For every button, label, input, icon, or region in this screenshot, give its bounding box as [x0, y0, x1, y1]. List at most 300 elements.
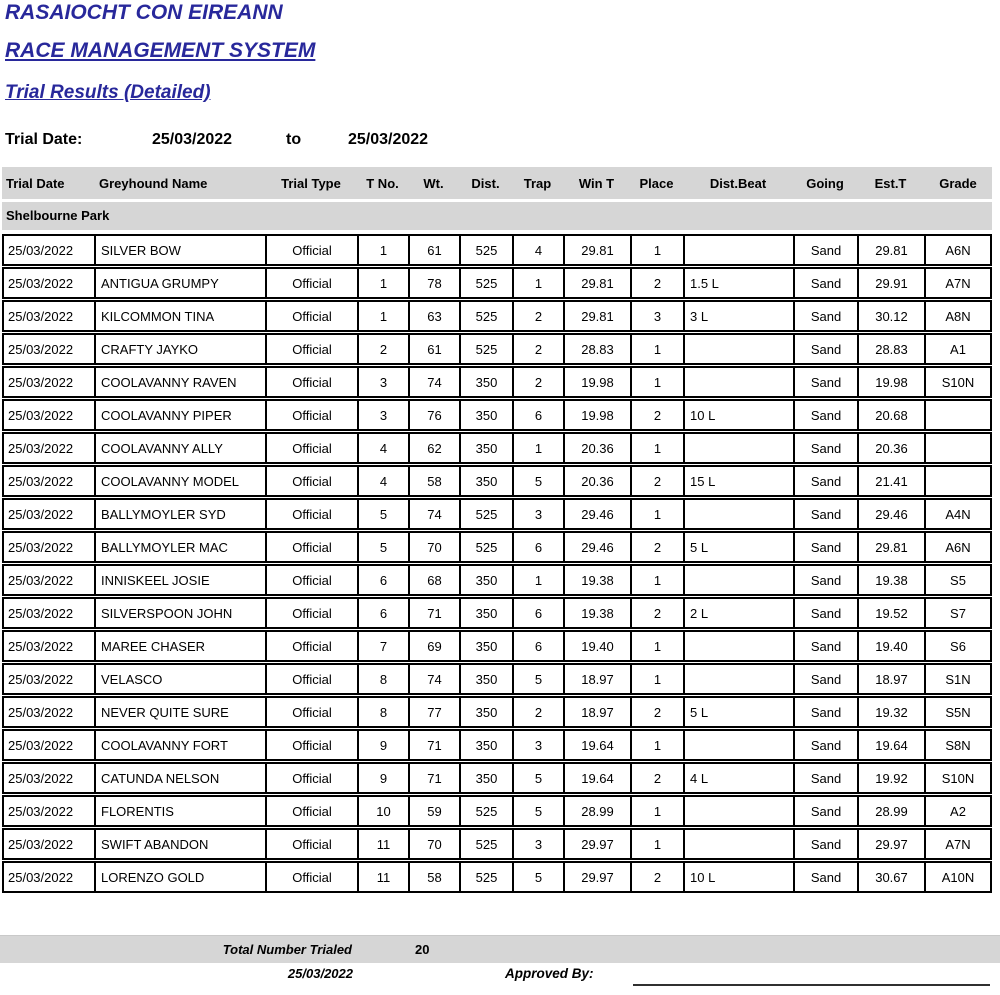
cell-going: Sand: [795, 863, 859, 891]
cell-going: Sand: [795, 731, 859, 759]
cell-grade: [926, 401, 990, 429]
cell-estt: 19.92: [859, 764, 926, 792]
cell-place: 2: [632, 698, 685, 726]
footer-date: 25/03/2022: [287, 966, 353, 981]
cell-place: 1: [632, 566, 685, 594]
cell-grade: [926, 467, 990, 495]
cell-type: Official: [267, 500, 359, 528]
cell-beat: 10 L: [685, 401, 795, 429]
cell-place: 1: [632, 500, 685, 528]
cell-trial_date: 25/03/2022: [4, 764, 96, 792]
cell-going: Sand: [795, 236, 859, 264]
cell-dist: 525: [461, 500, 514, 528]
cell-dist: 350: [461, 764, 514, 792]
cell-trial_date: 25/03/2022: [4, 368, 96, 396]
table-row: [2, 597, 992, 629]
cell-place: 1: [632, 830, 685, 858]
cell-name: COOLAVANNY ALLY: [96, 434, 267, 462]
cell-tno: 2: [359, 335, 410, 363]
cell-trap: 3: [514, 830, 565, 858]
cell-grade: A10N: [941, 869, 975, 885]
column-header-grade: Grade: [939, 175, 977, 191]
cell-dist: 350: [461, 665, 514, 693]
cell-estt: 30.12: [859, 302, 926, 330]
cell-name: ANTIGUA GRUMPY: [96, 269, 267, 297]
cell-type: Official: [267, 731, 359, 759]
column-header-name: Greyhound Name: [99, 175, 208, 191]
cell-dist: 350: [461, 599, 514, 627]
cell-dist: 525: [461, 269, 514, 297]
cell-name: INNISKEEL JOSIE: [96, 566, 267, 594]
cell-wint: 19.38: [565, 566, 632, 594]
cell-trap: 2: [514, 368, 565, 396]
cell-type: Official: [267, 665, 359, 693]
cell-place: 2: [632, 269, 685, 297]
cell-wt: 61: [410, 236, 461, 264]
column-header-dist: Dist.: [471, 175, 500, 191]
column-header-trial_date: Trial Date: [6, 175, 65, 191]
cell-trap: 4: [514, 236, 565, 264]
cell-wt: 71: [410, 731, 461, 759]
cell-trap: 1: [514, 434, 565, 462]
cell-type: Official: [267, 632, 359, 660]
cell-tno: 1: [359, 269, 410, 297]
cell-trap: 5: [514, 665, 565, 693]
cell-name: BALLYMOYLER SYD: [96, 500, 267, 528]
cell-going: Sand: [795, 764, 859, 792]
cell-tno: 8: [359, 665, 410, 693]
cell-name: COOLAVANNY MODEL: [96, 467, 267, 495]
cell-grade: A8N: [945, 308, 971, 324]
cell-trap: 1: [514, 269, 565, 297]
cell-name: VELASCO: [96, 665, 267, 693]
cell-type: Official: [267, 467, 359, 495]
cell-trial_date: 25/03/2022: [4, 797, 96, 825]
cell-going: Sand: [795, 269, 859, 297]
cell-tno: 8: [359, 698, 410, 726]
cell-wint: 29.97: [565, 863, 632, 891]
cell-trap: 6: [514, 599, 565, 627]
cell-trap: 6: [514, 401, 565, 429]
cell-estt: 19.64: [859, 731, 926, 759]
cell-wint: 18.97: [565, 698, 632, 726]
cell-wt: 58: [410, 863, 461, 891]
cell-name: SILVERSPOON JOHN: [96, 599, 267, 627]
table-row: [2, 564, 992, 596]
cell-going: Sand: [795, 533, 859, 561]
cell-type: Official: [267, 368, 359, 396]
cell-place: 2: [632, 467, 685, 495]
cell-tno: 9: [359, 764, 410, 792]
column-header-estt: Est.T: [874, 175, 907, 191]
cell-estt: 20.68: [859, 401, 926, 429]
cell-beat: [685, 797, 795, 825]
cell-place: 2: [632, 533, 685, 561]
cell-wt: 68: [410, 566, 461, 594]
cell-tno: 1: [359, 236, 410, 264]
cell-estt: 19.32: [859, 698, 926, 726]
cell-beat: 5 L: [685, 698, 795, 726]
table-row: [2, 399, 992, 431]
cell-dist: 350: [461, 698, 514, 726]
cell-type: Official: [267, 797, 359, 825]
cell-dist: 525: [461, 236, 514, 264]
cell-wt: 74: [410, 500, 461, 528]
cell-trap: 5: [514, 797, 565, 825]
cell-dist: 350: [461, 368, 514, 396]
cell-trial_date: 25/03/2022: [4, 830, 96, 858]
cell-place: 1: [632, 368, 685, 396]
cell-estt: 29.97: [859, 830, 926, 858]
cell-estt: 30.67: [859, 863, 926, 891]
cell-name: BALLYMOYLER MAC: [96, 533, 267, 561]
cell-place: 2: [632, 599, 685, 627]
cell-trial_date: 25/03/2022: [4, 236, 96, 264]
cell-wint: 29.81: [565, 302, 632, 330]
cell-tno: 6: [359, 566, 410, 594]
cell-beat: [685, 632, 795, 660]
cell-trap: 6: [514, 533, 565, 561]
cell-estt: 18.97: [859, 665, 926, 693]
table-row: [2, 498, 992, 530]
report-title: Trial Results (Detailed): [5, 82, 211, 103]
table-row: [2, 795, 992, 827]
cell-trial_date: 25/03/2022: [4, 434, 96, 462]
table-row: [2, 432, 992, 464]
table-row: [2, 696, 992, 728]
cell-trap: 3: [514, 731, 565, 759]
column-header-type: Trial Type: [281, 175, 341, 191]
column-header-beat: Dist.Beat: [709, 175, 767, 191]
cell-tno: 4: [359, 467, 410, 495]
cell-going: Sand: [795, 830, 859, 858]
cell-tno: 3: [359, 368, 410, 396]
cell-wint: 29.46: [565, 500, 632, 528]
cell-tno: 11: [359, 863, 410, 891]
cell-beat: [685, 665, 795, 693]
trial-date-from: 25/03/2022: [152, 131, 233, 148]
cell-trial_date: 25/03/2022: [4, 698, 96, 726]
cell-wint: 29.46: [565, 533, 632, 561]
cell-wint: 29.97: [565, 830, 632, 858]
table-row: [2, 267, 992, 299]
cell-trial_date: 25/03/2022: [4, 599, 96, 627]
cell-trap: 2: [514, 302, 565, 330]
footer-total-band: [0, 935, 1000, 963]
cell-trial_date: 25/03/2022: [4, 269, 96, 297]
cell-trial_date: 25/03/2022: [4, 632, 96, 660]
cell-going: Sand: [795, 599, 859, 627]
cell-tno: 6: [359, 599, 410, 627]
cell-wt: 74: [410, 368, 461, 396]
cell-place: 2: [632, 401, 685, 429]
cell-wt: 62: [410, 434, 461, 462]
cell-beat: 5 L: [685, 533, 795, 561]
cell-name: MAREE CHASER: [96, 632, 267, 660]
cell-trap: 5: [514, 764, 565, 792]
signature-line: [633, 984, 990, 986]
cell-wint: 19.40: [565, 632, 632, 660]
table-row: [2, 630, 992, 662]
cell-going: Sand: [795, 500, 859, 528]
cell-tno: 7: [359, 632, 410, 660]
cell-estt: 29.91: [859, 269, 926, 297]
cell-place: 1: [632, 434, 685, 462]
cell-grade: S7: [950, 605, 966, 621]
cell-name: KILCOMMON TINA: [96, 302, 267, 330]
cell-trial_date: 25/03/2022: [4, 335, 96, 363]
cell-name: FLORENTIS: [96, 797, 267, 825]
results-table: [2, 167, 992, 894]
column-header-trap: Trap: [523, 175, 552, 191]
cell-wint: 19.98: [565, 368, 632, 396]
cell-dist: 525: [461, 533, 514, 561]
cell-name: COOLAVANNY PIPER: [96, 401, 267, 429]
table-row: [2, 828, 992, 860]
table-row: [2, 729, 992, 761]
cell-grade: S5N: [945, 704, 971, 720]
cell-wint: 29.81: [565, 269, 632, 297]
cell-place: 1: [632, 236, 685, 264]
cell-trap: 2: [514, 698, 565, 726]
cell-beat: [685, 731, 795, 759]
cell-place: 1: [632, 731, 685, 759]
cell-wt: 70: [410, 533, 461, 561]
cell-beat: [685, 500, 795, 528]
approved-by-label: Approved By:: [505, 966, 594, 981]
table-row: [2, 234, 992, 266]
cell-beat: 15 L: [685, 467, 795, 495]
cell-type: Official: [267, 302, 359, 330]
cell-type: Official: [267, 236, 359, 264]
cell-wt: 58: [410, 467, 461, 495]
cell-grade: A6N: [945, 539, 971, 555]
cell-place: 2: [632, 764, 685, 792]
cell-tno: 1: [359, 302, 410, 330]
cell-trap: 3: [514, 500, 565, 528]
cell-trial_date: 25/03/2022: [4, 500, 96, 528]
cell-grade: A7N: [945, 836, 971, 852]
cell-beat: [685, 830, 795, 858]
cell-tno: 5: [359, 500, 410, 528]
cell-tno: 11: [359, 830, 410, 858]
cell-type: Official: [267, 698, 359, 726]
cell-dist: 525: [461, 830, 514, 858]
cell-place: 1: [632, 797, 685, 825]
table-row: [2, 663, 992, 695]
cell-beat: [685, 434, 795, 462]
cell-wt: 59: [410, 797, 461, 825]
cell-name: SWIFT ABANDON: [96, 830, 267, 858]
cell-grade: S1N: [945, 671, 971, 687]
cell-dist: 525: [461, 335, 514, 363]
cell-estt: 19.52: [859, 599, 926, 627]
cell-dist: 525: [461, 863, 514, 891]
cell-wint: 29.81: [565, 236, 632, 264]
cell-going: Sand: [795, 302, 859, 330]
cell-wint: 19.38: [565, 599, 632, 627]
cell-name: CATUNDA NELSON: [96, 764, 267, 792]
cell-trial_date: 25/03/2022: [4, 665, 96, 693]
cell-type: Official: [267, 566, 359, 594]
cell-going: Sand: [795, 698, 859, 726]
cell-trial_date: 25/03/2022: [4, 566, 96, 594]
cell-beat: [685, 335, 795, 363]
cell-estt: 29.81: [859, 533, 926, 561]
cell-estt: 19.98: [859, 368, 926, 396]
cell-name: SILVER BOW: [96, 236, 267, 264]
trial-date-line: [0, 131, 1000, 153]
cell-type: Official: [267, 434, 359, 462]
cell-wt: 63: [410, 302, 461, 330]
cell-name: NEVER QUITE SURE: [96, 698, 267, 726]
cell-dist: 350: [461, 434, 514, 462]
cell-trap: 1: [514, 566, 565, 594]
cell-trap: 5: [514, 467, 565, 495]
cell-estt: 19.38: [859, 566, 926, 594]
cell-estt: 19.40: [859, 632, 926, 660]
column-header-wint: Win T: [578, 175, 615, 191]
cell-wt: 77: [410, 698, 461, 726]
trial-date-to: 25/03/2022: [348, 131, 429, 148]
cell-wint: 20.36: [565, 467, 632, 495]
cell-beat: 2 L: [685, 599, 795, 627]
cell-tno: 9: [359, 731, 410, 759]
cell-going: Sand: [795, 566, 859, 594]
cell-place: 1: [632, 632, 685, 660]
cell-wint: 28.99: [565, 797, 632, 825]
cell-place: 1: [632, 665, 685, 693]
org-title: RASAIOCHT CON EIREANN: [5, 1, 283, 24]
cell-grade: S5: [950, 572, 966, 588]
table-row: [2, 333, 992, 365]
cell-grade: [926, 434, 990, 462]
trial-date-label: Trial Date:: [5, 131, 83, 148]
cell-estt: 29.46: [859, 500, 926, 528]
cell-grade: A4N: [945, 506, 971, 522]
cell-going: Sand: [795, 434, 859, 462]
cell-type: Official: [267, 830, 359, 858]
cell-wt: 71: [410, 764, 461, 792]
cell-type: Official: [267, 401, 359, 429]
cell-type: Official: [267, 533, 359, 561]
cell-dist: 525: [461, 797, 514, 825]
cell-wint: 19.64: [565, 764, 632, 792]
cell-tno: 10: [359, 797, 410, 825]
cell-going: Sand: [795, 797, 859, 825]
cell-trial_date: 25/03/2022: [4, 467, 96, 495]
cell-type: Official: [267, 599, 359, 627]
cell-tno: 3: [359, 401, 410, 429]
cell-going: Sand: [795, 335, 859, 363]
total-trialed-value: 20: [415, 942, 430, 957]
cell-name: LORENZO GOLD: [96, 863, 267, 891]
cell-tno: 4: [359, 434, 410, 462]
cell-wt: 70: [410, 830, 461, 858]
cell-grade: A1: [950, 341, 966, 357]
cell-wt: 69: [410, 632, 461, 660]
cell-estt: 21.41: [859, 467, 926, 495]
cell-dist: 350: [461, 401, 514, 429]
column-header-place: Place: [639, 175, 674, 191]
cell-estt: 28.99: [859, 797, 926, 825]
table-header-row: [2, 167, 992, 199]
table-row: [2, 762, 992, 794]
cell-place: 1: [632, 335, 685, 363]
cell-trial_date: 25/03/2022: [4, 401, 96, 429]
cell-wt: 71: [410, 599, 461, 627]
cell-grade: S10N: [941, 374, 975, 390]
cell-name: COOLAVANNY RAVEN: [96, 368, 267, 396]
cell-wt: 61: [410, 335, 461, 363]
cell-beat: 3 L: [685, 302, 795, 330]
cell-type: Official: [267, 863, 359, 891]
cell-trap: 2: [514, 335, 565, 363]
cell-trial_date: 25/03/2022: [4, 302, 96, 330]
cell-going: Sand: [795, 467, 859, 495]
table-body: [2, 234, 992, 893]
cell-beat: 4 L: [685, 764, 795, 792]
cell-beat: [685, 368, 795, 396]
cell-place: 3: [632, 302, 685, 330]
track-section-header: Shelbourne Park: [2, 202, 992, 230]
cell-tno: 5: [359, 533, 410, 561]
cell-wint: 20.36: [565, 434, 632, 462]
system-title: RACE MANAGEMENT SYSTEM: [5, 39, 316, 62]
cell-wint: 28.83: [565, 335, 632, 363]
cell-beat: [685, 236, 795, 264]
cell-wint: 19.64: [565, 731, 632, 759]
column-header-going: Going: [806, 175, 844, 191]
cell-trial_date: 25/03/2022: [4, 863, 96, 891]
cell-beat: 1.5 L: [685, 269, 795, 297]
table-row: [2, 531, 992, 563]
table-row: [2, 300, 992, 332]
cell-estt: 29.81: [859, 236, 926, 264]
cell-trial_date: 25/03/2022: [4, 533, 96, 561]
cell-grade: S8N: [945, 737, 971, 753]
cell-estt: 20.36: [859, 434, 926, 462]
cell-trap: 6: [514, 632, 565, 660]
cell-type: Official: [267, 335, 359, 363]
column-header-tno: T No.: [366, 175, 399, 191]
cell-wt: 76: [410, 401, 461, 429]
cell-wt: 78: [410, 269, 461, 297]
cell-going: Sand: [795, 665, 859, 693]
cell-name: COOLAVANNY FORT: [96, 731, 267, 759]
total-trialed-label: Total Number Trialed: [222, 942, 352, 957]
cell-grade: S6: [950, 638, 966, 654]
cell-place: 2: [632, 863, 685, 891]
cell-grade: A2: [950, 803, 966, 819]
cell-wt: 74: [410, 665, 461, 693]
cell-beat: 10 L: [685, 863, 795, 891]
to-label: to: [286, 131, 302, 148]
cell-dist: 525: [461, 302, 514, 330]
cell-dist: 350: [461, 731, 514, 759]
cell-type: Official: [267, 269, 359, 297]
cell-dist: 350: [461, 566, 514, 594]
table-row: [2, 861, 992, 893]
cell-name: CRAFTY JAYKO: [96, 335, 267, 363]
cell-trap: 5: [514, 863, 565, 891]
cell-dist: 350: [461, 632, 514, 660]
cell-wint: 18.97: [565, 665, 632, 693]
cell-grade: A6N: [945, 242, 971, 258]
table-row: [2, 465, 992, 497]
cell-grade: S10N: [941, 770, 975, 786]
cell-wint: 19.98: [565, 401, 632, 429]
